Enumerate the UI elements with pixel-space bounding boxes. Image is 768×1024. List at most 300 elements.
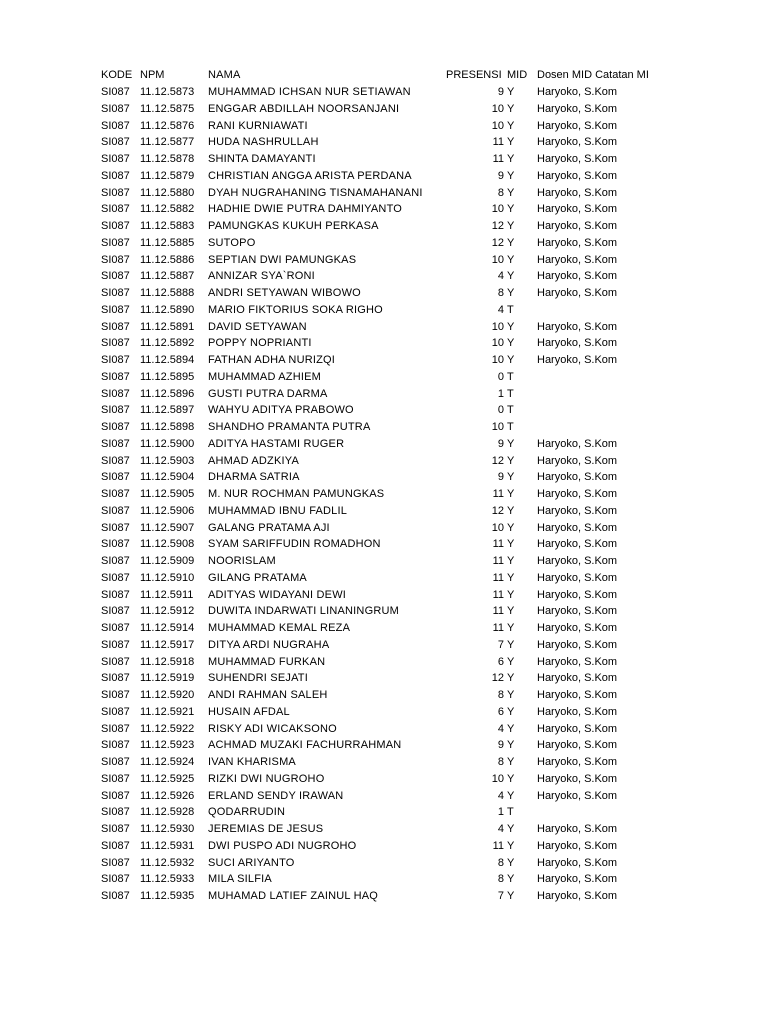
cell-presensi: 10 [491, 320, 504, 333]
cell-npm: 11.12.5914 [140, 622, 195, 634]
cell-kode: SI087 [101, 873, 130, 886]
cell-presensi: 11 [492, 588, 504, 601]
cell-dosen: Haryoko, S.Kom [537, 655, 618, 668]
cell-nama: GUSTI PUTRA DARMA [208, 387, 328, 400]
cell-nama: ADITYA HASTAMI RUGER [208, 437, 345, 450]
cell-nama: MARIO FIKTORIUS SOKA RIGHO [208, 303, 383, 316]
cell-nama: PAMUNGKAS KUKUH PERKASA [208, 220, 379, 232]
cell-presensi: 8 [497, 856, 504, 869]
cell-npm: 11.12.5921 [140, 705, 195, 718]
cell-presensi: 9 [497, 169, 504, 182]
cell-mid: Y [507, 605, 515, 618]
cell-dosen: Haryoko, S.Kom [537, 823, 618, 835]
cell-presensi: 4 [497, 722, 504, 735]
cell-kode: SI087 [101, 823, 130, 835]
cell-nama: MUHAMMAD FURKAN [208, 655, 326, 668]
cell-kode: SI087 [101, 806, 130, 819]
cell-nama: SYAM SARIFFUDIN ROMADHON [208, 538, 381, 551]
table-row [0, 252, 768, 269]
cell-nama: ERLAND SENDY IRAWAN [208, 789, 344, 802]
cell-presensi: 7 [497, 638, 504, 651]
cell-dosen: Haryoko, S.Kom [537, 169, 618, 182]
cell-dosen: Haryoko, S.Kom [537, 119, 618, 132]
cell-presensi: 9 [497, 86, 504, 98]
cell-mid: Y [507, 471, 515, 484]
cell-npm: 11.12.5891 [140, 320, 195, 333]
cell-presensi: 11 [492, 488, 504, 500]
cell-nama: M. NUR ROCHMAN PAMUNGKAS [208, 488, 385, 500]
cell-npm: 11.12.5896 [140, 387, 195, 400]
cell-presensi: 10 [491, 521, 504, 534]
cell-npm: 11.12.5911 [140, 588, 194, 601]
cell-nama: DAVID SETYAWAN [208, 320, 307, 333]
cell-presensi: 12 [491, 236, 504, 249]
cell-presensi: 8 [497, 873, 504, 886]
cell-mid: Y [507, 186, 515, 199]
cell-presensi: 11 [492, 571, 504, 584]
cell-nama: MUHAMAD LATIEF ZAINUL HAQ [208, 890, 379, 902]
cell-dosen: Haryoko, S.Kom [537, 689, 618, 701]
cell-npm: 11.12.5917 [140, 638, 195, 651]
cell-nama: SUHENDRI SEJATI [208, 672, 308, 685]
cell-mid: Y [507, 437, 515, 450]
cell-presensi: 11 [492, 538, 504, 551]
cell-presensi: 0 [497, 404, 504, 417]
cell-presensi: 1 [497, 387, 504, 400]
cell-nama: HADHIE DWIE PUTRA DAHMIYANTO [208, 203, 403, 216]
cell-presensi: 6 [497, 655, 504, 668]
cell-presensi: 8 [497, 756, 504, 768]
table-row [0, 838, 768, 855]
cell-presensi: 9 [497, 739, 504, 752]
table-row [0, 101, 768, 118]
cell-mid: Y [507, 253, 515, 266]
cell-npm: 11.12.5909 [140, 555, 195, 567]
cell-mid: T [507, 387, 514, 400]
cell-presensi: 10 [491, 354, 504, 366]
table-row [0, 285, 768, 302]
cell-kode: SI087 [101, 756, 130, 768]
cell-nama: HUDA NASHRULLAH [208, 136, 319, 149]
cell-mid: Y [507, 521, 515, 534]
table-row [0, 503, 768, 520]
cell-nama: RIZKI DWI NUGROHO [208, 772, 325, 785]
table-row [0, 771, 768, 788]
cell-mid: T [507, 421, 514, 433]
cell-presensi: 12 [491, 454, 504, 467]
cell-dosen: Haryoko, S.Kom [537, 320, 618, 333]
cell-mid: Y [507, 873, 515, 886]
cell-kode: SI087 [101, 437, 130, 450]
cell-npm: 11.12.5880 [140, 186, 195, 199]
cell-nama: NOORISLAM [208, 555, 276, 567]
cell-dosen: Haryoko, S.Kom [537, 521, 618, 534]
cell-mid: Y [507, 856, 515, 869]
cell-dosen: Haryoko, S.Kom [537, 287, 618, 299]
cell-mid: T [507, 370, 514, 383]
table-row [0, 319, 768, 336]
cell-presensi: 10 [491, 772, 504, 785]
cell-nama: SHINTA DAMAYANTI [208, 153, 316, 165]
table-row [0, 855, 768, 872]
cell-dosen: Haryoko, S.Kom [537, 705, 618, 718]
table-row [0, 637, 768, 654]
cell-kode: SI087 [101, 454, 130, 467]
cell-dosen: Haryoko, S.Kom [537, 873, 618, 886]
cell-mid: T [507, 806, 514, 819]
cell-kode: SI087 [101, 488, 130, 500]
cell-kode: SI087 [101, 337, 130, 350]
cell-dosen: Haryoko, S.Kom [537, 86, 618, 98]
cell-npm: 11.12.5897 [140, 404, 195, 417]
cell-npm: 11.12.5930 [140, 823, 195, 835]
cell-npm: 11.12.5878 [140, 153, 195, 165]
cell-kode: SI087 [101, 370, 130, 383]
cell-dosen: Haryoko, S.Kom [537, 337, 618, 350]
cell-npm: 11.12.5933 [140, 873, 195, 886]
table-row [0, 218, 768, 235]
cell-dosen: Haryoko, S.Kom [537, 772, 618, 785]
cell-mid: Y [507, 102, 515, 115]
cell-mid: Y [507, 169, 515, 182]
cell-kode: SI087 [101, 571, 130, 584]
cell-kode: SI087 [101, 119, 130, 132]
cell-npm: 11.12.5898 [140, 421, 195, 433]
table-row [0, 654, 768, 671]
table-row [0, 737, 768, 754]
cell-npm: 11.12.5882 [140, 203, 195, 216]
cell-presensi: 10 [491, 253, 504, 266]
cell-kode: SI087 [101, 538, 130, 551]
cell-nama: GILANG PRATAMA [208, 571, 307, 584]
header-presensi: PRESENSI [446, 69, 502, 81]
cell-nama: SHANDHO PRAMANTA PUTRA [208, 421, 371, 433]
cell-presensi: 4 [497, 789, 504, 802]
cell-nama: DHARMA SATRIA [208, 471, 300, 484]
cell-presensi: 11 [492, 153, 504, 165]
cell-nama: ANDI RAHMAN SALEH [208, 689, 328, 701]
cell-dosen: Haryoko, S.Kom [537, 789, 618, 802]
cell-kode: SI087 [101, 270, 130, 283]
cell-npm: 11.12.5875 [140, 102, 195, 115]
table-row [0, 587, 768, 604]
table-row [0, 687, 768, 704]
cell-presensi: 9 [497, 471, 504, 484]
cell-kode: SI087 [101, 739, 130, 752]
cell-mid: Y [507, 638, 515, 651]
cell-presensi: 4 [497, 823, 504, 835]
cell-npm: 11.12.5908 [140, 538, 195, 551]
table-row [0, 704, 768, 721]
cell-kode: SI087 [101, 404, 130, 417]
cell-mid: T [507, 303, 514, 316]
cell-nama: CHRISTIAN ANGGA ARISTA PERDANA [208, 169, 412, 182]
cell-npm: 11.12.5926 [140, 789, 195, 802]
cell-npm: 11.12.5888 [140, 287, 195, 299]
cell-dosen: Haryoko, S.Kom [537, 437, 618, 450]
table-row [0, 402, 768, 419]
cell-npm: 11.12.5904 [140, 471, 195, 484]
cell-nama: ANNIZAR SYA`RONI [208, 270, 315, 283]
cell-presensi: 12 [491, 672, 504, 685]
cell-nama: FATHAN ADHA NURIZQI [208, 354, 336, 366]
cell-mid: Y [507, 588, 515, 601]
cell-dosen: Haryoko, S.Kom [537, 638, 618, 651]
cell-kode: SI087 [101, 890, 130, 902]
cell-mid: Y [507, 672, 515, 685]
cell-presensi: 7 [497, 890, 504, 902]
cell-mid: Y [507, 823, 515, 835]
cell-presensi: 10 [491, 119, 504, 132]
cell-nama: RANI KURNIAWATI [208, 119, 308, 132]
cell-npm: 11.12.5918 [140, 655, 195, 668]
cell-kode: SI087 [101, 153, 130, 165]
cell-nama: MILA SILFIA [208, 873, 272, 886]
cell-kode: SI087 [101, 421, 130, 433]
cell-nama: POPPY NOPRIANTI [208, 337, 312, 350]
table-row [0, 536, 768, 553]
header-dosen-catatan [537, 67, 649, 84]
cell-dosen: Haryoko, S.Kom [537, 890, 618, 902]
cell-dosen: Haryoko, S.Kom [537, 672, 618, 685]
cell-mid: Y [507, 689, 515, 701]
table-row [0, 302, 768, 319]
cell-dosen: Haryoko, S.Kom [537, 270, 618, 283]
cell-dosen: Haryoko, S.Kom [537, 622, 618, 634]
cell-npm: 11.12.5876 [140, 119, 195, 132]
table-row [0, 553, 768, 570]
cell-kode: SI087 [101, 772, 130, 785]
cell-kode: SI087 [101, 705, 130, 718]
cell-dosen: Haryoko, S.Kom [537, 203, 618, 216]
table-row [0, 235, 768, 252]
cell-kode: SI087 [101, 220, 130, 232]
cell-npm: 11.12.5924 [140, 756, 195, 768]
cell-mid: Y [507, 538, 515, 551]
cell-npm: 11.12.5925 [140, 772, 195, 785]
header-nama: NAMA [208, 69, 241, 81]
cell-npm: 11.12.5920 [140, 689, 195, 701]
cell-nama: AHMAD ADZKIYA [208, 454, 300, 467]
cell-mid: Y [507, 153, 515, 165]
cell-dosen: Haryoko, S.Kom [537, 236, 618, 249]
cell-mid: Y [507, 488, 515, 500]
cell-dosen: Haryoko, S.Kom [537, 186, 618, 199]
cell-kode: SI087 [101, 186, 130, 199]
cell-npm: 11.12.5907 [140, 521, 195, 534]
table-row [0, 386, 768, 403]
cell-mid: Y [507, 287, 515, 299]
cell-nama: ACHMAD MUZAKI FACHURRAHMAN [208, 739, 402, 752]
cell-npm: 11.12.5879 [140, 169, 195, 182]
cell-nama: SEPTIAN DWI PAMUNGKAS [208, 253, 357, 266]
table-row [0, 888, 768, 905]
table-row [0, 804, 768, 821]
cell-npm: 11.12.5892 [140, 337, 195, 350]
cell-kode: SI087 [101, 320, 130, 333]
table-row [0, 821, 768, 838]
table-row [0, 754, 768, 771]
cell-presensi: 10 [491, 102, 504, 115]
cell-nama: MUHAMMAD IBNU FADLIL [208, 504, 348, 517]
cell-mid: Y [507, 270, 515, 283]
table-row [0, 620, 768, 637]
cell-dosen: Haryoko, S.Kom [537, 153, 618, 165]
table-row [0, 369, 768, 386]
cell-presensi: 11 [492, 555, 504, 567]
cell-kode: SI087 [101, 102, 130, 115]
cell-nama: HUSAIN AFDAL [208, 705, 290, 718]
cell-npm: 11.12.5886 [140, 253, 195, 266]
cell-dosen: Haryoko, S.Kom [537, 538, 618, 551]
cell-nama: JEREMIAS DE JESUS [208, 823, 324, 835]
cell-nama: RISKY ADI WICAKSONO [208, 722, 337, 735]
cell-nama: MUHAMMAD KEMAL REZA [208, 622, 351, 634]
cell-nama: ANDRI SETYAWAN WIBOWO [208, 287, 361, 299]
header-npm: NPM [140, 69, 165, 81]
cell-kode: SI087 [101, 521, 130, 534]
table-row [0, 721, 768, 738]
cell-mid: Y [507, 320, 515, 333]
cell-npm: 11.12.5906 [140, 504, 195, 517]
cell-mid: Y [507, 555, 515, 567]
cell-nama: SUTOPO [208, 236, 256, 249]
table-row [0, 118, 768, 135]
table-row [0, 201, 768, 218]
cell-kode: SI087 [101, 387, 130, 400]
header-catatan: Catatan MI [595, 69, 649, 81]
cell-presensi: 9 [497, 437, 504, 450]
cell-nama: ENGGAR ABDILLAH NOORSANJANI [208, 102, 400, 115]
table-row [0, 469, 768, 486]
cell-mid: Y [507, 789, 515, 802]
table-row [0, 871, 768, 888]
table-row [0, 419, 768, 436]
cell-mid: Y [507, 203, 515, 216]
cell-kode: SI087 [101, 605, 130, 618]
cell-kode: SI087 [101, 136, 130, 149]
cell-kode: SI087 [101, 504, 130, 517]
cell-npm: 11.12.5885 [140, 236, 195, 249]
cell-kode: SI087 [101, 555, 130, 567]
cell-dosen: Haryoko, S.Kom [537, 605, 618, 618]
cell-npm: 11.12.5883 [140, 220, 195, 232]
cell-dosen: Haryoko, S.Kom [537, 471, 618, 484]
table-row [0, 134, 768, 151]
cell-mid: Y [507, 839, 515, 852]
cell-mid: Y [507, 722, 515, 735]
cell-npm: 11.12.5877 [140, 136, 195, 149]
table-row [0, 268, 768, 285]
cell-mid: Y [507, 772, 515, 785]
cell-presensi: 4 [497, 270, 504, 283]
table-row [0, 84, 768, 101]
cell-npm: 11.12.5895 [140, 370, 195, 383]
cell-kode: SI087 [101, 86, 130, 98]
cell-dosen: Haryoko, S.Kom [537, 588, 618, 601]
cell-kode: SI087 [101, 622, 130, 634]
cell-kode: SI087 [101, 287, 130, 299]
cell-kode: SI087 [101, 722, 130, 735]
cell-presensi: 10 [491, 337, 504, 350]
cell-kode: SI087 [101, 471, 130, 484]
table-row [0, 168, 768, 185]
cell-nama: DYAH NUGRAHANING TISNAMAHANANI [208, 186, 423, 199]
cell-nama: ADITYAS WIDAYANI DEWI [208, 588, 347, 601]
cell-kode: SI087 [101, 638, 130, 651]
cell-nama: DUWITA INDARWATI LINANINGRUM [208, 605, 399, 618]
cell-npm: 11.12.5890 [140, 303, 195, 316]
table-row [0, 185, 768, 202]
table-row [0, 151, 768, 168]
cell-npm: 11.12.5873 [140, 86, 195, 98]
header-row [0, 67, 768, 84]
cell-dosen: Haryoko, S.Kom [537, 220, 618, 232]
cell-kode: SI087 [101, 839, 130, 852]
cell-dosen: Haryoko, S.Kom [537, 354, 618, 366]
cell-dosen: Haryoko, S.Kom [537, 856, 618, 869]
cell-mid: Y [507, 86, 515, 98]
table-row [0, 603, 768, 620]
cell-nama: DITYA ARDI NUGRAHA [208, 638, 330, 651]
cell-npm: 11.12.5928 [140, 806, 195, 819]
cell-mid: Y [507, 655, 515, 668]
cell-presensi: 0 [497, 370, 504, 383]
cell-npm: 11.12.5912 [140, 605, 195, 618]
cell-presensi: 10 [491, 421, 504, 433]
cell-dosen: Haryoko, S.Kom [537, 571, 618, 584]
cell-npm: 11.12.5894 [140, 354, 195, 366]
cell-nama: MUHAMMAD ICHSAN NUR SETIAWAN [208, 86, 411, 98]
cell-presensi: 11 [492, 605, 504, 618]
cell-presensi: 11 [492, 622, 504, 634]
cell-presensi: 4 [497, 303, 504, 316]
cell-nama: WAHYU ADITYA PRABOWO [208, 404, 354, 417]
cell-kode: SI087 [101, 203, 130, 216]
cell-mid: Y [507, 504, 515, 517]
cell-npm: 11.12.5910 [140, 571, 195, 584]
cell-presensi: 1 [497, 806, 504, 819]
cell-kode: SI087 [101, 789, 130, 802]
table-row [0, 352, 768, 369]
cell-presensi: 11 [492, 839, 504, 852]
table-row [0, 670, 768, 687]
cell-dosen: Haryoko, S.Kom [537, 488, 618, 500]
cell-mid: Y [507, 622, 515, 634]
cell-npm: 11.12.5931 [140, 839, 195, 852]
cell-kode: SI087 [101, 588, 130, 601]
cell-presensi: 8 [497, 287, 504, 299]
table-row [0, 453, 768, 470]
cell-npm: 11.12.5932 [140, 856, 195, 869]
cell-npm: 11.12.5900 [140, 437, 195, 450]
cell-dosen: Haryoko, S.Kom [537, 555, 618, 567]
cell-mid: Y [507, 236, 515, 249]
cell-nama: GALANG PRATAMA AJI [208, 521, 330, 534]
table-row [0, 570, 768, 587]
cell-kode: SI087 [101, 253, 130, 266]
cell-presensi: 6 [497, 705, 504, 718]
header-kode: KODE [101, 69, 133, 81]
cell-kode: SI087 [101, 672, 130, 685]
cell-mid: Y [507, 354, 515, 366]
cell-npm: 11.12.5919 [140, 672, 195, 685]
cell-kode: SI087 [101, 655, 130, 668]
cell-mid: Y [507, 705, 515, 718]
cell-nama: SUCI ARIYANTO [208, 856, 295, 869]
cell-mid: Y [507, 571, 515, 584]
cell-kode: SI087 [101, 303, 130, 316]
